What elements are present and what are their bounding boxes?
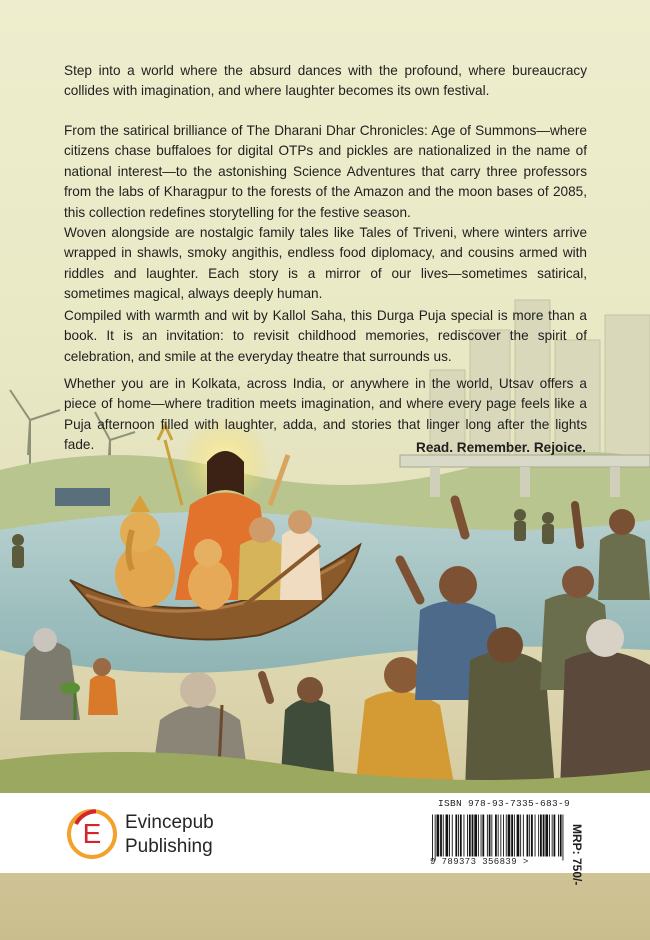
barcode-bar <box>449 815 450 857</box>
barcode-bar <box>531 815 533 857</box>
barcode-bar <box>469 815 471 857</box>
barcode-bar <box>482 815 484 857</box>
barcode-bar <box>506 815 507 857</box>
barcode-bar <box>446 815 449 857</box>
barcode-bar <box>458 815 459 857</box>
barcode-bar <box>487 815 488 857</box>
barcode-bar <box>478 815 479 857</box>
metro-bridge <box>400 455 650 497</box>
solar-panels <box>55 488 110 506</box>
barcode-bar <box>529 815 530 857</box>
barcode-bar <box>467 815 468 857</box>
barcode-bar <box>535 815 536 857</box>
publisher-name-line2: Publishing <box>125 836 213 857</box>
barcode-bar <box>489 815 491 857</box>
barcode-bar <box>443 815 444 857</box>
barcode-bar <box>460 815 462 857</box>
barcode-bar <box>517 815 520 857</box>
barcode-bar <box>523 815 524 857</box>
blurb-paragraph-4: Compiled with warmth and wit by Kallol Saha, this Durga Puja special is more than a book. It is an invitation: to revisit childhood memories, rediscover the spirit of celebration, and smile at the everyday theatre that surrounds us. <box>64 308 587 364</box>
barcode-bar <box>440 815 442 857</box>
barcode-bar <box>503 815 504 857</box>
barcode-bar <box>558 815 559 857</box>
blurb-paragraph-2: From the satirical brilliance of The Dharani Dhar Chronicles: Age of Summons—where citizens chase buffaloes for digital OTPs and pickles are nationalized in the name of national interest—to the astonishing Science Adventures that carry three professors from the labs of Kharagpur to the forests of the Amazon and the moon bases of 2085, this collection redefines storytelling for the festive season. <box>64 123 587 220</box>
publisher-name-line1: Evincepub <box>125 812 214 833</box>
barcode-bar <box>474 815 477 857</box>
barcode-bar <box>508 815 511 857</box>
barcode-bar <box>560 815 562 857</box>
barcode-bar <box>520 815 521 857</box>
barcode-bar <box>543 815 545 857</box>
barcode-bar <box>549 815 550 857</box>
barcode-bar <box>432 815 433 861</box>
tagline: Read. Remember. Rejoice. <box>416 440 586 455</box>
barcode-bar <box>563 815 564 861</box>
barcode-bar <box>545 815 548 857</box>
isbn-label: ISBN 978-93-7335-683-9 <box>438 798 571 809</box>
price-label: MRP: 750/- <box>570 824 584 886</box>
barcode-bar <box>500 815 501 857</box>
blurb-paragraph-5: Whether you are in Kolkata, across India, or anywhere in the world, Utsav offers a piece of home—where tradition meets imagination, and where every page feels like a Puja afternoon filled with laughter, adda, and stories that linger long after the lights fade. <box>64 376 587 453</box>
barcode-bar <box>495 815 497 857</box>
barcode-bar <box>437 815 440 857</box>
barcode-bar <box>498 815 499 857</box>
barcode-bar <box>455 815 457 857</box>
publisher-logo-icon <box>66 808 118 860</box>
blurb-paragraph-3: Woven alongside are nostalgic family tales like Tales of Triveni, where winters arrive wrapped in shawls, smoky angithis, endless food diplomacy, and cousins armed with riddles and laughter. Each story is a mirror of our lives—sometimes satirical, sometimes magical, always deeply human. <box>64 225 587 302</box>
barcode-bar <box>481 815 482 857</box>
barcode-bar <box>538 815 539 857</box>
barcode-bar <box>464 815 465 857</box>
barcode-bar <box>540 815 542 857</box>
barcode-bar <box>491 815 492 857</box>
logo-letter: E <box>82 818 102 849</box>
barcode-bar <box>472 815 474 857</box>
barcode-bar <box>554 815 556 857</box>
barcode-digits: 9 789373 356839 > <box>430 857 529 867</box>
barcode-bar <box>514 815 515 857</box>
barcode-bar <box>452 815 453 857</box>
barcode-bar <box>552 815 553 857</box>
blurb-paragraph-1: Step into a world where the absurd dances with the profound, where bureaucracy collides with imagination, and where laughter becomes its own festival. <box>64 63 587 99</box>
barcode-bar <box>511 815 513 857</box>
barcode-bar <box>527 815 529 857</box>
barcode-bar <box>435 815 436 861</box>
